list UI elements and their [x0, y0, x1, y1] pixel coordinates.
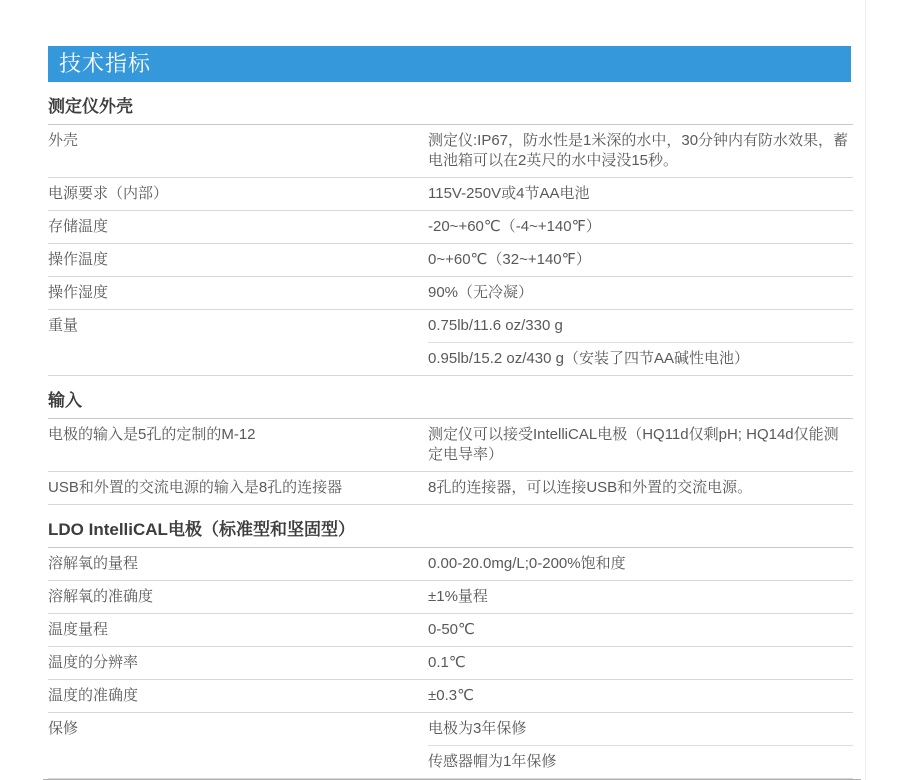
- spec-row: [48, 713, 853, 779]
- spec-row: [48, 581, 853, 614]
- spec-label: 操作湿度: [48, 284, 109, 301]
- spec-values: [428, 713, 853, 778]
- section-title: 测定仪外壳: [48, 82, 853, 125]
- spec-row: [48, 211, 853, 244]
- spec-values: [428, 125, 853, 177]
- spec-value: 8孔的连接器，可以连接USB和外置的交流电源。: [428, 479, 753, 496]
- spec-label: 溶解氧的量程: [48, 555, 139, 572]
- spec-label: 操作温度: [48, 251, 109, 268]
- spec-values: [428, 581, 853, 613]
- spec-value: 0.00-20.0mg/L;0-200%饱和度: [428, 555, 626, 572]
- spec-value: 90%（无冷凝）: [428, 284, 534, 301]
- spec-label: USB和外置的交流电源的输入是8孔的连接器: [48, 479, 343, 496]
- page-title: 技术指标: [59, 51, 152, 76]
- page-right-border: [865, 0, 866, 780]
- spec-value: 0-50℃: [428, 621, 475, 638]
- spec-row: [48, 614, 853, 647]
- spec-values: [428, 211, 853, 243]
- spec-value: 115V-250V或4节AA电池: [428, 185, 590, 202]
- spec-label: 外壳: [48, 132, 79, 149]
- spec-value: ±1%量程: [428, 588, 488, 605]
- spec-value: 0.75lb/11.6 oz/330 g: [428, 317, 563, 334]
- section-inputs: [48, 376, 853, 505]
- spec-row: [48, 548, 853, 581]
- spec-value: 0~+60℃（32~+140℉）: [428, 251, 591, 268]
- spec-value: ±0.3℃: [428, 687, 474, 704]
- spec-values: [428, 680, 853, 712]
- spec-label: 重量: [48, 317, 79, 334]
- spec-value: 电极为3年保修: [428, 720, 527, 737]
- spec-values: [428, 178, 853, 210]
- spec-values: [428, 647, 853, 679]
- spec-label: 存储温度: [48, 218, 109, 235]
- spec-value: 0.95lb/15.2 oz/430 g（安装了四节AA碱性电池）: [428, 342, 853, 375]
- spec-row: [48, 680, 853, 713]
- spec-values: [428, 244, 853, 276]
- spec-label: 温度的分辨率: [48, 654, 139, 671]
- spec-label: 温度的准确度: [48, 687, 139, 704]
- spec-value: 传感器帽为1年保修: [428, 745, 853, 778]
- spec-value: 测定仪可以接受IntelliCAL电极（HQ11d仅剩pH; HQ14d仅能测定电导率）: [428, 426, 839, 463]
- spec-values: [428, 419, 853, 471]
- spec-label: 溶解氧的准确度: [48, 588, 154, 605]
- spec-title-bar: [48, 46, 851, 82]
- spec-row: [48, 419, 853, 472]
- spec-label: 电极的输入是5孔的定制的M-12: [48, 426, 256, 443]
- spec-values: [428, 277, 853, 309]
- spec-label: 保修: [48, 720, 79, 737]
- spec-row: [48, 277, 853, 310]
- spec-label: 温度量程: [48, 621, 109, 638]
- spec-row: [48, 125, 853, 178]
- spec-row: [48, 472, 853, 505]
- section-meter-housing: [48, 82, 853, 376]
- section-ldo-probe: [48, 505, 853, 779]
- spec-label: 电源要求（内部）: [48, 185, 169, 202]
- spec-values: [428, 310, 853, 375]
- spec-row: [48, 310, 853, 376]
- spec-row: [48, 178, 853, 211]
- spec-values: [428, 548, 853, 580]
- spec-values: [428, 472, 853, 504]
- spec-value: -20~+60℃（-4~+140℉）: [428, 218, 601, 235]
- spec-content: [48, 46, 853, 780]
- spec-row: [48, 244, 853, 277]
- spec-value: 测定仪:IP67，防水性是1米深的水中，30分钟内有防水效果，蓄电池箱可以在2英尺的水中浸没15秒。: [428, 132, 849, 169]
- spec-value: 0.1℃: [428, 654, 466, 671]
- spec-row: [48, 647, 853, 680]
- section-title: LDO IntelliCAL电极（标准型和坚固型）: [48, 505, 853, 548]
- spec-values: [428, 614, 853, 646]
- section-title: 输入: [48, 376, 853, 419]
